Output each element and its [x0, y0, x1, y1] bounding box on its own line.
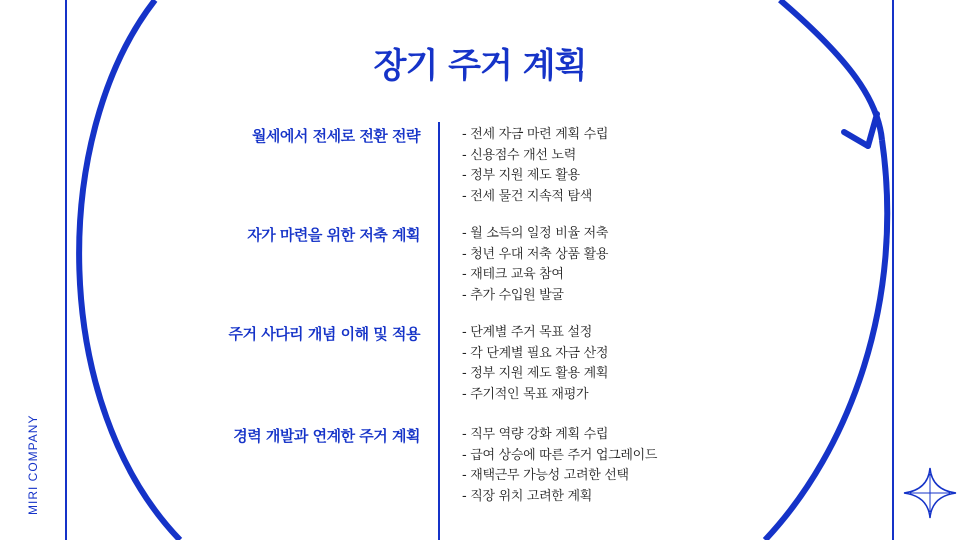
section-heading: 경력 개발과 연계한 주거 계획	[233, 427, 420, 445]
section-heading: 자가 마련을 위한 저축 계획	[247, 226, 420, 244]
bullet-list	[462, 425, 657, 507]
bullet-item: - 월 소득의 일정 비율 저축	[462, 226, 609, 241]
section-career-linked	[0, 425, 960, 515]
bullet-item: - 추가 수입원 발굴	[462, 287, 564, 303]
bullet-list	[462, 125, 608, 207]
bullet-list	[462, 224, 608, 306]
section-heading: 월세에서 전세로 전환 전략	[251, 127, 420, 145]
bullet-item: - 재택근무 가능성 고려한 선택	[462, 468, 629, 483]
bullet-item: - 주기적인 목표 재평가	[462, 386, 589, 402]
bullet-item: - 정부 지원 제도 활용	[462, 168, 580, 183]
page-title: 장기 주거 계획	[373, 46, 587, 86]
bullet-item: - 정부 지원 제도 활용 계획	[462, 366, 609, 381]
bullet-item: - 전세 자금 마련 계획 수립	[462, 127, 609, 142]
bullet-list	[462, 323, 608, 405]
bullet-item: - 각 단계별 필요 자금 산정	[462, 345, 609, 361]
bullet-item: - 재테크 교육 참여	[462, 267, 564, 282]
section-heading: 주거 사다리 개념 이해 및 적용	[228, 325, 420, 343]
brand-label: MIRI COMPANY	[26, 414, 40, 515]
bullet-item: - 직무 역량 강화 계획 수립	[462, 427, 609, 442]
bullet-item: - 청년 우대 저축 상품 활용	[462, 246, 609, 262]
bullet-item: - 신용점수 개선 노력	[462, 147, 576, 163]
section-monthly-to-jeonse	[0, 125, 960, 215]
bullet-item: - 직장 위치 고려한 계획	[462, 488, 593, 504]
section-home-savings	[0, 224, 960, 314]
section-housing-ladder	[0, 323, 960, 413]
bullet-item: - 급여 상승에 따른 주거 업그레이드	[462, 447, 658, 463]
bullet-item: - 전세 물건 지속적 탐색	[462, 188, 593, 204]
bullet-item: - 단계별 주거 목표 설정	[462, 325, 593, 340]
